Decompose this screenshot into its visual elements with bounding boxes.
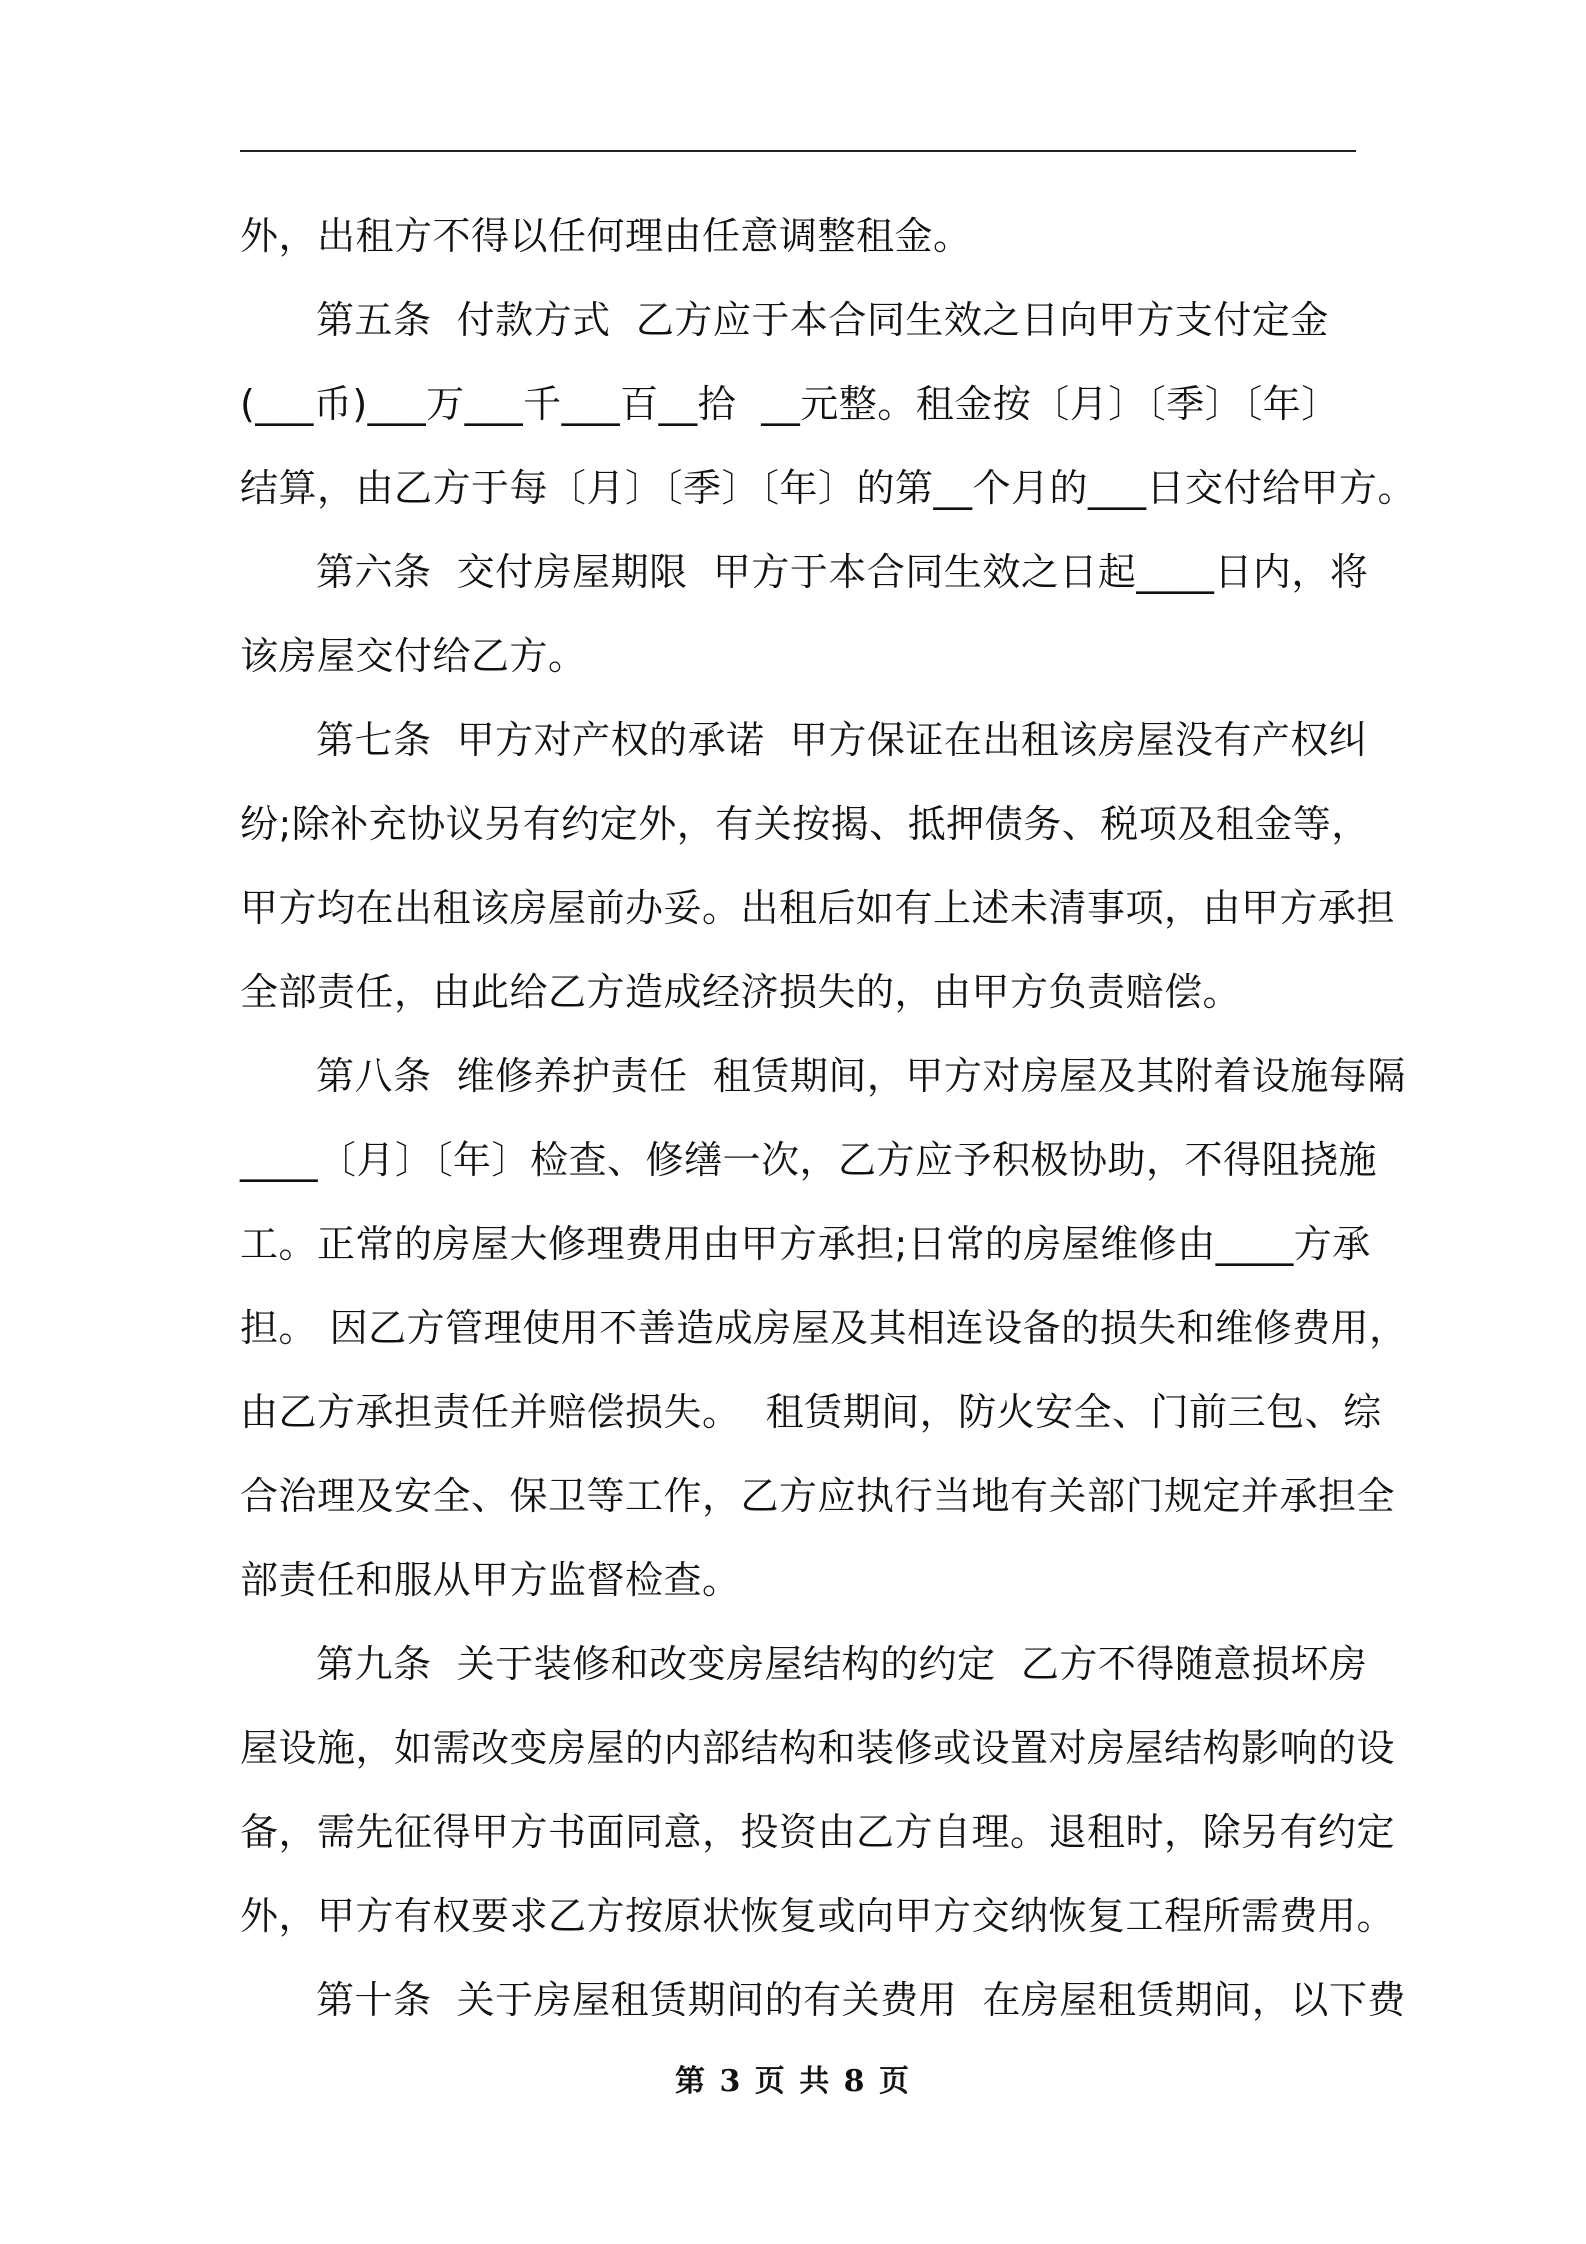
text-line: 屋设施，如需改变房屋的内部结构和装修或设置对房屋结构影响的设 [240, 1726, 1396, 1770]
text-line: 第十条 关于房屋租赁期间的有关费用 在房屋租赁期间，以下费 [316, 1978, 1406, 2022]
text-line: (___币)___万___千___百__拾 __元整。租金按〔月〕〔季〕〔年〕 [240, 382, 1340, 426]
text-line: 第六条 交付房屋期限 甲方于本合同生效之日起____日内，将 [316, 550, 1369, 594]
text-line: 外，出租方不得以任何理由任意调整租金。 [240, 214, 972, 258]
text-line: 结算，由乙方于每〔月〕〔季〕〔年〕的第__个月的___日交付给甲方。 [240, 466, 1417, 510]
text-line: 甲方均在出租该房屋前办妥。出租后如有上述未清事项，由甲方承担 [240, 886, 1396, 930]
text-line: 备，需先征得甲方书面同意，投资由乙方自理。退租时，除另有约定 [240, 1810, 1396, 1854]
text-line: 部责任和服从甲方监督检查。 [240, 1558, 741, 1602]
text-line: 工。正常的房屋大修理费用由甲方承担;日常的房屋维修由____方承 [240, 1222, 1371, 1266]
header-rule [240, 150, 1356, 152]
text-line: 合治理及安全、保卫等工作，乙方应执行当地有关部门规定并承担全 [240, 1474, 1396, 1518]
text-line: 外，甲方有权要求乙方按原状恢复或向甲方交纳恢复工程所需费用。 [240, 1894, 1396, 1938]
contract-body [240, 194, 1417, 2042]
text-line: 全部责任，由此给乙方造成经济损失的，由甲方负责赔偿。 [240, 970, 1242, 1014]
text-line: 担。 因乙方管理使用不善造成房屋及其相连设备的损失和维修费用， [240, 1306, 1408, 1350]
text-line: ____〔月〕〔年〕检查、修缮一次，乙方应予积极协助，不得阻挠施 [240, 1138, 1378, 1182]
text-line: 纷;除补充协议另有约定外，有关按揭、抵押债务、税项及租金等， [240, 802, 1370, 846]
text-line: 该房屋交付给乙方。 [240, 634, 587, 678]
text-line: 第五条 付款方式 乙方应于本合同生效之日向甲方支付定金 [316, 298, 1329, 342]
text-line: 第八条 维修养护责任 租赁期间，甲方对房屋及其附着设施每隔 [316, 1054, 1406, 1098]
text-line: 第九条 关于装修和改变房屋结构的约定 乙方不得随意损坏房 [316, 1642, 1368, 1686]
text-line: 由乙方承担责任并赔偿损失。 租赁期间，防火安全、门前三包、综 [240, 1390, 1382, 1434]
text-line: 第七条 甲方对产权的承诺 甲方保证在出租该房屋没有产权纠 [316, 718, 1368, 762]
page-number-footer: 第 3 页 共 8 页 [675, 2064, 911, 2099]
